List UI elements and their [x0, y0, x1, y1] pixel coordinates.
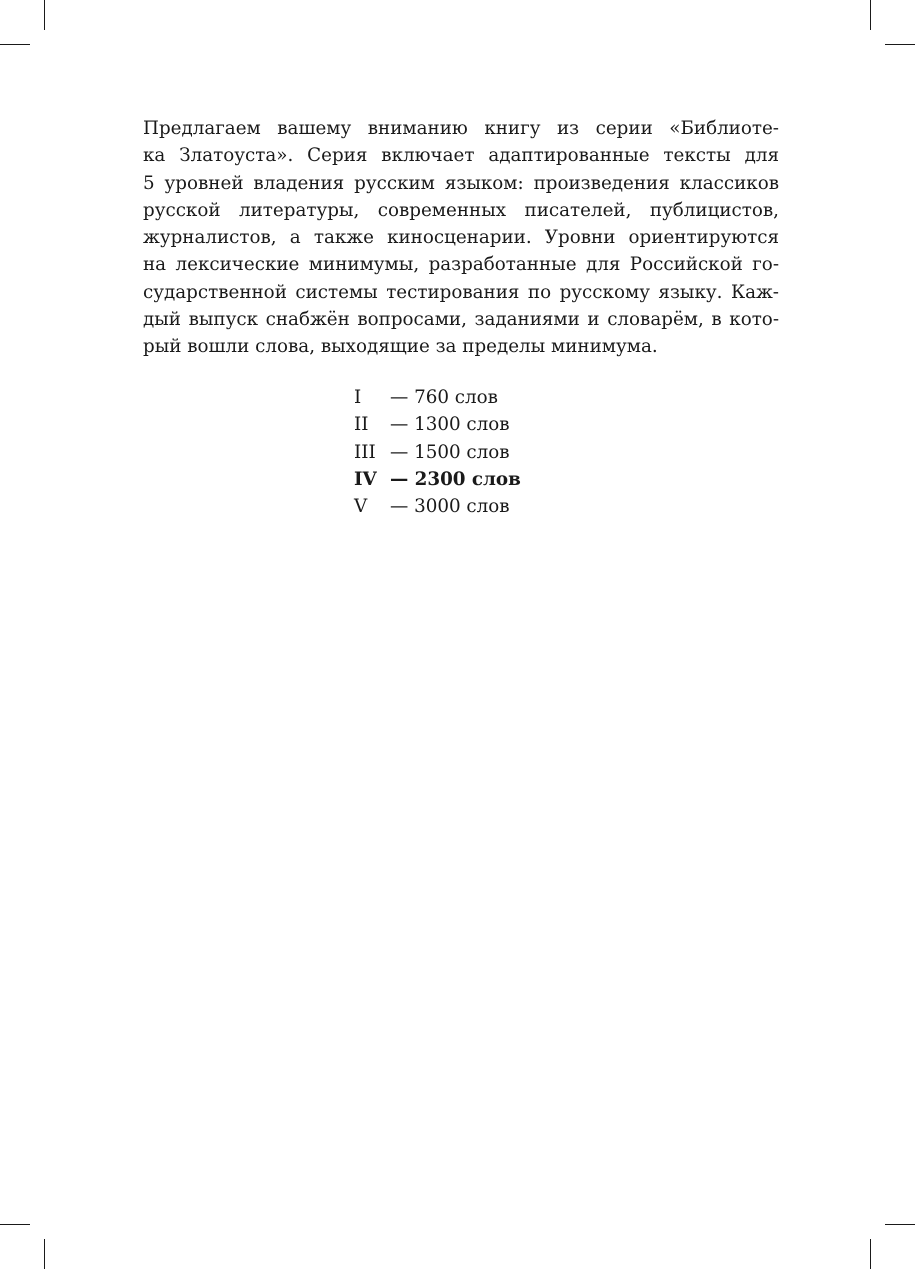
- level-word-count: — 2300 слов: [390, 468, 521, 490]
- crop-mark: [870, 0, 871, 30]
- level-item: [354, 384, 521, 411]
- crop-mark: [885, 44, 915, 45]
- intro-line: ка Златоуста». Серия включает адаптированные тексты для: [143, 145, 779, 167]
- series-intro-paragraph: [143, 115, 779, 361]
- intro-line: на лексические минимумы, разработанные для Российской го-: [143, 254, 779, 276]
- level-item: [354, 411, 521, 438]
- crop-mark: [0, 44, 30, 45]
- level-word-count: — 1300 слов: [390, 414, 510, 436]
- crop-mark: [44, 1239, 45, 1269]
- vocabulary-levels-list: [354, 384, 521, 520]
- crop-mark: [870, 1239, 871, 1269]
- crop-mark: [44, 0, 45, 30]
- level-item: [354, 439, 521, 466]
- intro-line: дый выпуск снабжён вопросами, заданиями и словарём, в кото-: [143, 309, 779, 331]
- level-numeral: IV: [354, 468, 377, 490]
- intro-line: 5 уровней владения русским языком: произведения классиков: [143, 172, 779, 194]
- intro-line: Предлагаем вашему вниманию книгу из серии «Библиоте-: [143, 118, 779, 139]
- level-numeral: I: [354, 387, 362, 408]
- crop-mark: [0, 1224, 30, 1225]
- level-item: [354, 493, 521, 520]
- level-word-count: — 760 слов: [390, 387, 498, 408]
- level-numeral: V: [354, 496, 368, 518]
- intro-line: русской литературы, современных писателей, публицистов,: [143, 199, 779, 221]
- level-word-count: — 1500 слов: [390, 441, 510, 463]
- level-numeral: III: [354, 441, 376, 463]
- level-numeral: II: [354, 414, 369, 436]
- level-word-count: — 3000 слов: [390, 496, 510, 518]
- crop-mark: [885, 1224, 915, 1225]
- intro-line: сударственной системы тестирования по русскому языку. Каж-: [143, 281, 779, 303]
- level-item: [354, 466, 521, 493]
- intro-line: журналистов, а также киносценарии. Уровни ориентируются: [143, 227, 779, 249]
- intro-line: рый вошли слова, выходящие за пределы минимума.: [143, 336, 658, 358]
